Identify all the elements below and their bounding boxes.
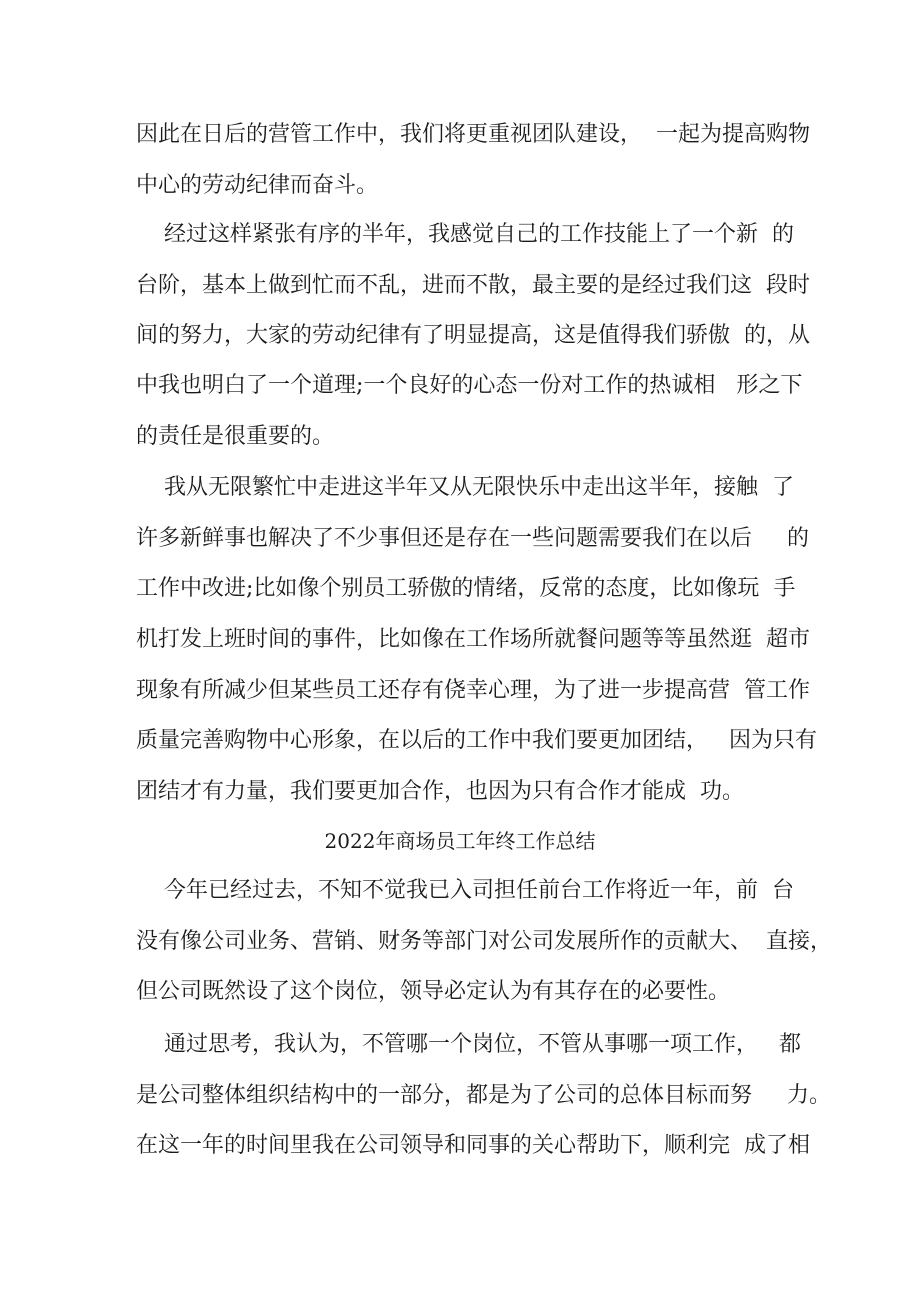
text-line: 中心的劳动纪律而奋斗。 [136, 173, 379, 198]
text-line: 但公司既然设了这个岗位，领导必定认为有其存在的必要性。 [136, 979, 731, 1004]
text-line: 台阶，基本上做到忙而不乱，进而不散，最主要的是经过我们这 段时 [136, 273, 810, 298]
text-line: 许多新鲜事也解决了不少事但还是存在一些问题需要我们在以后 的 [136, 526, 809, 551]
text-line: 质量完善购物中心形象，在以后的工作中我们要更加团结， 因为只有 [136, 728, 817, 753]
text-line: 团结才有力量，我们要更加合作，也因为只有合作才能成 功。 [136, 779, 744, 804]
section-title: 2022年商场员工年终工作总结 [324, 829, 596, 853]
text-line: 中我也明白了一个道理;一个良好的心态一份对工作的热诚相 形之下 [136, 373, 803, 398]
text-line: 的责任是很重要的。 [136, 424, 335, 449]
text-line: 我从无限繁忙中走进这半年又从无限快乐中走出这半年，接触 了 [136, 475, 794, 500]
text-line: 通过思考，我认为，不管哪一个岗位，不管从事哪一项工作， 都 [136, 1032, 801, 1057]
text-line: 因此在日后的营管工作中，我们将更重视团队建设， 一起为提高购物 [136, 122, 810, 147]
text-line: 今年已经过去，不知不觉我已入司担任前台工作将近一年，前 台 [136, 878, 794, 903]
text-line: 间的努力，大家的劳动纪律有了明显提高，这是值得我们骄傲 的，从 [136, 323, 810, 348]
text-line: 没有像公司业务、营销、财务等部门对公司发展所作的贡献大、 直接， [136, 929, 832, 954]
text-line: 现象有所减少但某些员工还存有侥幸心理，为了进一步提高营 管工作 [136, 678, 810, 703]
text-line: 经过这样紧张有序的半年，我感觉自己的工作技能上了一个新 的 [136, 222, 794, 247]
text-line: 在这一年的时间里我在公司领导和同事的关心帮助下，顺利完 成了相 [136, 1133, 810, 1158]
text-line: 是公司整体组织结构中的一部分，都是为了公司的总体目标而努 力。 [136, 1083, 831, 1108]
text-line: 机打发上班时间的事件，比如像在工作场所就餐问题等等虽然逛 超市 [136, 627, 810, 652]
text-line: 工作中改进;比如像个别员工骄傲的情绪，反常的态度，比如像玩 手 [136, 576, 796, 601]
